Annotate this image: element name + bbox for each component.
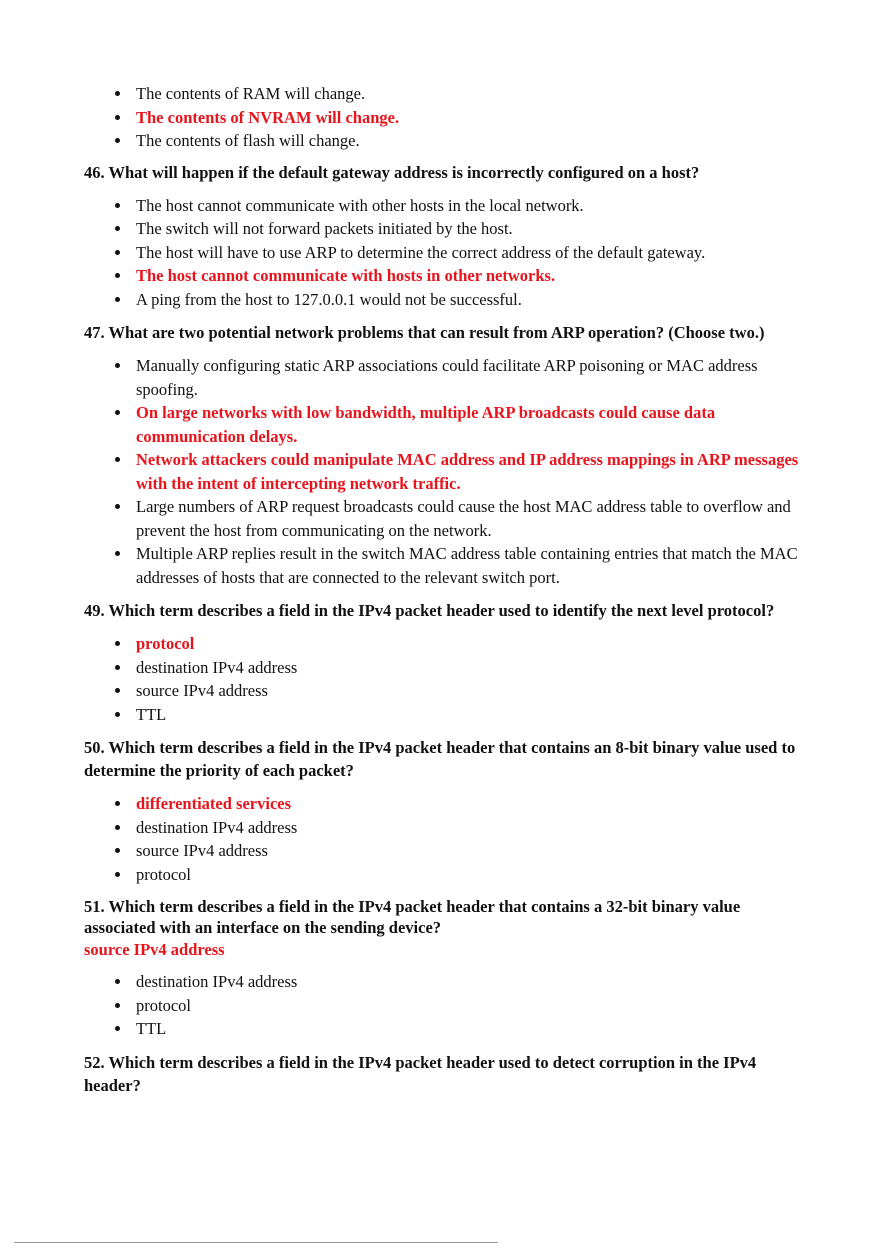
option: The host cannot communicate with other hosts in the local network.	[136, 194, 804, 218]
option-correct: Network attackers could manipulate MAC address and IP address mappings in ARP messages with the intent of intercepting network traffic.	[136, 448, 804, 495]
question-47-options	[84, 354, 804, 589]
option: TTL	[136, 1017, 804, 1041]
option: The host will have to use ARP to determine the correct address of the default gateway.	[136, 241, 804, 265]
option: Multiple ARP replies result in the switch MAC address table containing entries that match the MAC addresses of hosts that are connected to the relevant switch port.	[136, 542, 804, 589]
question-49: 49. Which term describes a field in the IPv4 packet header used to identify the next level protocol?	[84, 601, 775, 620]
option-correct: On large networks with low bandwidth, multiple ARP broadcasts could cause data communication delays.	[136, 401, 804, 448]
option: protocol	[136, 863, 804, 887]
option: source IPv4 address	[136, 679, 804, 703]
option-correct: differentiated services	[136, 792, 804, 816]
option: The switch will not forward packets initiated by the host.	[136, 217, 804, 241]
question-51: 51. Which term describes a field in the IPv4 packet header that contains a 32-bit binary value associated with an interface on the sending device?	[84, 897, 741, 937]
page-content	[84, 82, 804, 1107]
footer-divider	[14, 1242, 498, 1243]
option: Manually configuring static ARP associations could facilitate ARP poisoning or MAC address spoofing.	[136, 354, 804, 401]
option: TTL	[136, 703, 804, 727]
lead-option-1: The contents of RAM will change.	[136, 82, 804, 106]
question-51-answer: source IPv4 address	[84, 940, 225, 959]
lead-option-3: The contents of flash will change.	[136, 129, 804, 153]
option-correct: protocol	[136, 632, 804, 656]
question-46-options	[84, 194, 804, 312]
option-correct: The host cannot communicate with hosts in other networks.	[136, 264, 804, 288]
lead-option-2-correct: The contents of NVRAM will change.	[136, 106, 804, 130]
option: A ping from the host to 127.0.0.1 would not be successful.	[136, 288, 804, 312]
question-49-options	[84, 632, 804, 726]
option: Large numbers of ARP request broadcasts could cause the host MAC address table to overflow and prevent the host from communicating on the network.	[136, 495, 804, 542]
option: source IPv4 address	[136, 839, 804, 863]
question-50: 50. Which term describes a field in the IPv4 packet header that contains an 8-bit binary value used to determine the priority of each packet?	[84, 738, 796, 780]
question-47: 47. What are two potential network problems that can result from ARP operation? (Choose two.)	[84, 323, 765, 342]
option: destination IPv4 address	[136, 656, 804, 680]
lead-option-list	[84, 82, 804, 153]
option: protocol	[136, 994, 804, 1018]
question-46: 46. What will happen if the default gateway address is incorrectly configured on a host?	[84, 162, 700, 182]
question-52: 52. Which term describes a field in the IPv4 packet header used to detect corruption in the IPv4 header?	[84, 1052, 757, 1095]
option: destination IPv4 address	[136, 816, 804, 840]
option: destination IPv4 address	[136, 970, 804, 994]
question-50-options	[84, 792, 804, 886]
question-51-options	[84, 970, 804, 1041]
